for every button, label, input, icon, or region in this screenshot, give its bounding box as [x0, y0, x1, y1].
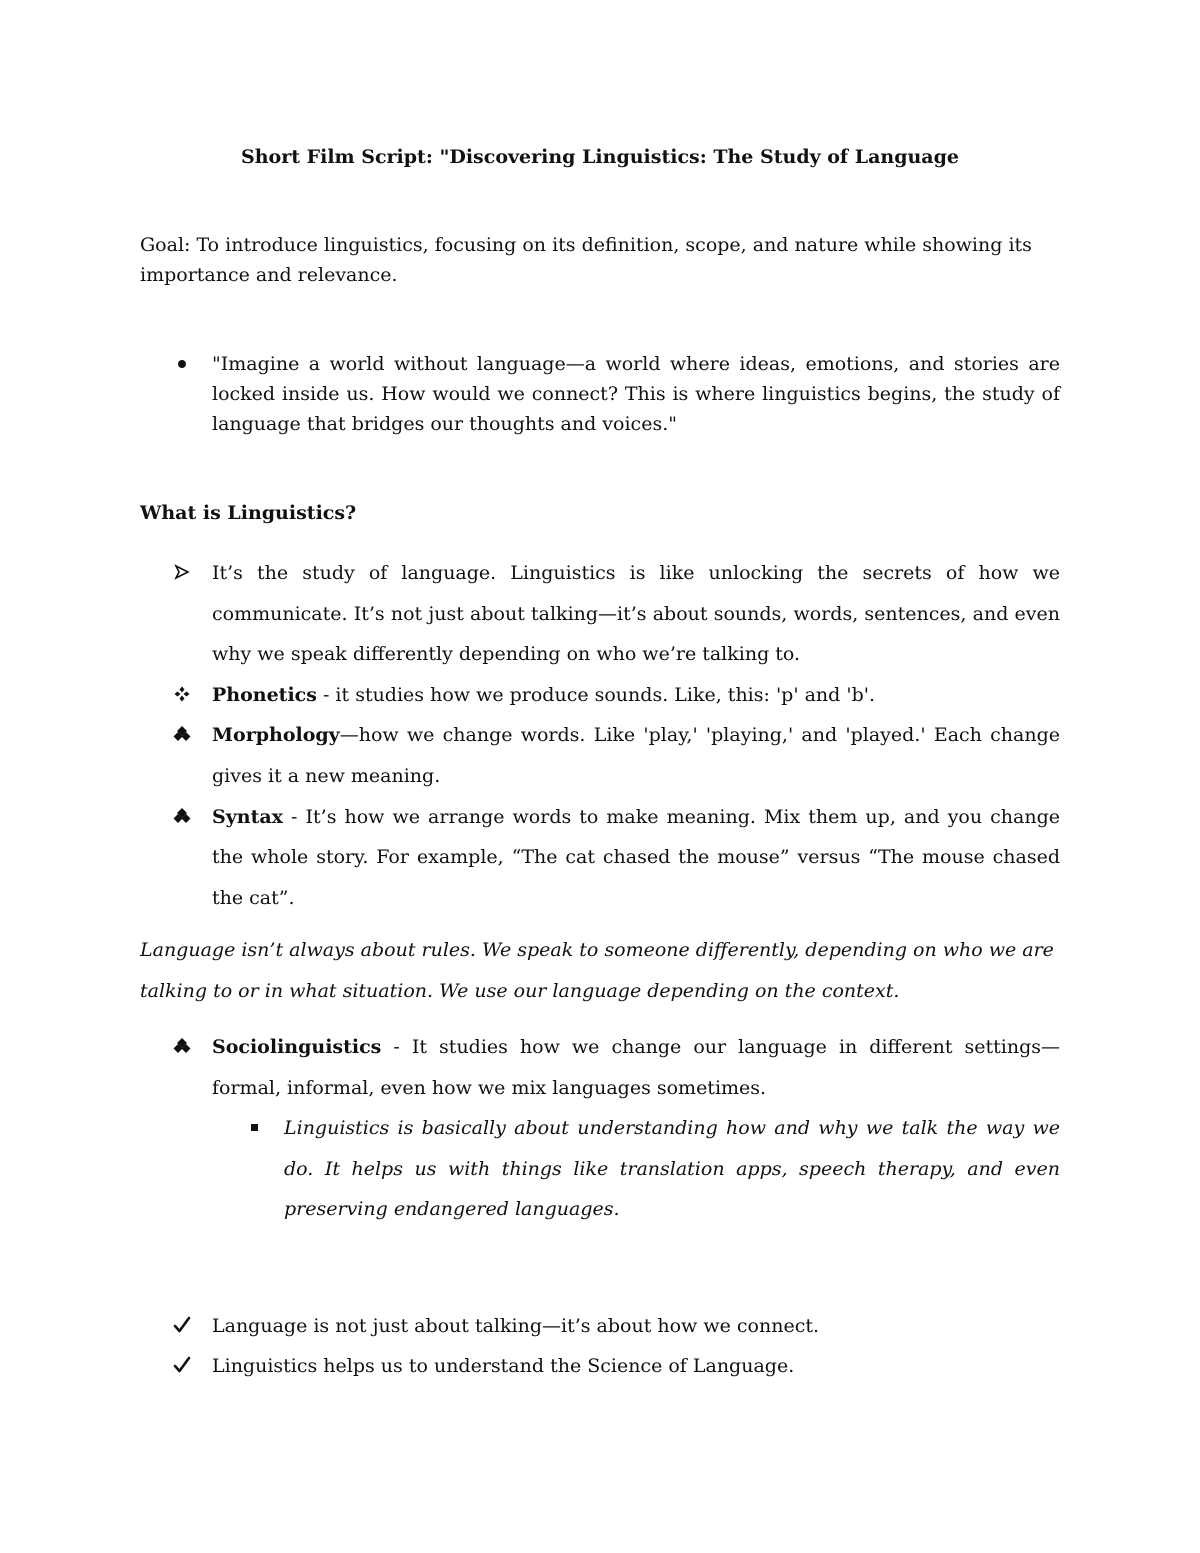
check-text: Language is not just about talking—it’s about how we connect. [212, 1315, 820, 1337]
section-heading: What is Linguistics? [140, 502, 357, 524]
item-text: - It’s how we arrange words to make meaning. Mix them up, and you change the whole story. For example, “The cat chased the mouse” versus “The mouse chased the cat”. [212, 805, 1060, 909]
intro-quote: "Imagine a world without language—a world where ideas, emotions, and stories are locked inside us. How would we connect? This is where linguistics begins, the study of language that bridges our thoughts and voices." [212, 353, 1060, 435]
term-label: Morphology [212, 724, 340, 747]
list-item [140, 1346, 1060, 1386]
arrowhead-icon [170, 553, 194, 594]
diamond-cluster-icon [170, 1027, 194, 1068]
list-item [140, 1027, 1060, 1108]
diamond-cluster-icon [170, 715, 194, 756]
item-text: - It studies how we change our language in different settings—formal, informal, even how we mix languages sometimes. [212, 1036, 1060, 1099]
sub-list [212, 1108, 1060, 1230]
item-text: - it studies how we produce sounds. Like, this: 'p' and 'b'. [316, 683, 876, 706]
intro-item [140, 349, 1060, 439]
check-list [140, 1306, 1060, 1386]
goal-paragraph: Goal: To introduce linguistics, focusing on its definition, scope, and nature while showing its importance and relevance. [140, 234, 1032, 286]
context-note: Language isn’t always about rules. We speak to someone differently, depending on who we are talking to or in what situation. We use our language depending on the context. [140, 939, 1054, 1002]
linguistics-list [140, 553, 1060, 918]
item-text: It’s the study of language. Linguistics is like unlocking the secrets of how we communicate. It’s not just about talking—it’s about sounds, words, sentences, and even why we speak differently depending on who we’re talking to. [212, 562, 1060, 666]
list-item [140, 553, 1060, 675]
item-text: —how we change words. Like 'play,' 'playing,' and 'played.' Each change gives it a new meaning. [212, 724, 1060, 787]
list-item [140, 1306, 1060, 1346]
list-item [140, 715, 1060, 796]
list-item [140, 675, 1060, 716]
checkmark-icon [170, 1346, 194, 1386]
square-bullet-icon [242, 1108, 266, 1149]
term-label: Syntax [212, 805, 283, 828]
term-label: Phonetics [212, 683, 317, 706]
diamond-cluster-icon [170, 797, 194, 838]
list-item [212, 1108, 1060, 1230]
term-label: Sociolinguistics [212, 1036, 382, 1058]
sub-note: Linguistics is basically about understanding how and why we talk the way we do. It helps us with things like translation apps, speech therapy, and even preserving endangered languages. [284, 1117, 1060, 1221]
round-bullet-icon [170, 349, 194, 379]
list-item [140, 797, 1060, 919]
sociolinguistics-list [140, 1027, 1060, 1108]
check-text: Linguistics helps us to understand the Science of Language. [212, 1355, 795, 1377]
document-title: Short Film Script: "Discovering Linguistics: The Study of Language [241, 146, 959, 168]
intro-list [140, 349, 1060, 439]
checkmark-icon [170, 1306, 194, 1346]
four-diamond-icon [170, 675, 194, 716]
